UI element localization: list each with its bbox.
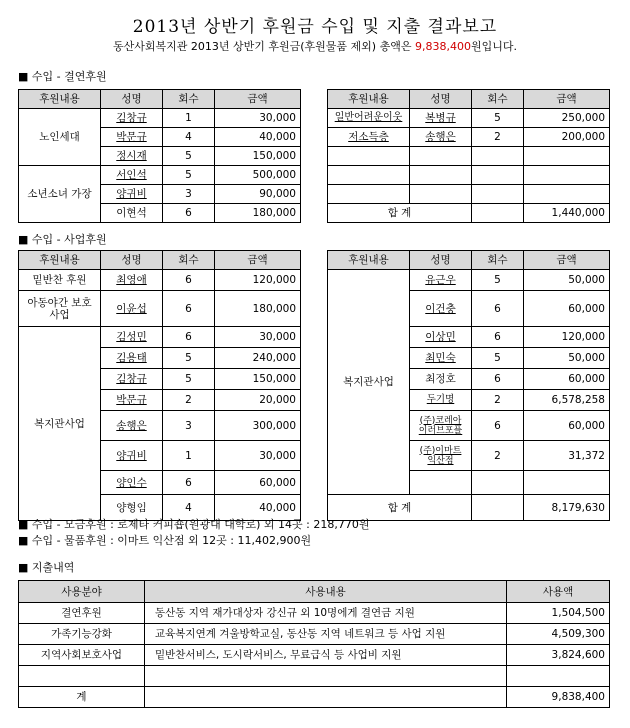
table-row [19, 645, 610, 666]
donor-name: 김성민 [101, 327, 163, 348]
expenditure-table [18, 580, 610, 708]
usage-content: 동산동 지역 재가대상자 강신규 외 10명에게 결연금 지원 [145, 603, 507, 624]
col-header-name: 성명 [410, 251, 472, 270]
table-row [328, 128, 610, 147]
donation-count: 2 [472, 128, 524, 147]
empty-row [328, 147, 610, 166]
col-header-content: 사용내용 [145, 581, 507, 603]
total-amount: 8,179,630 [524, 495, 610, 521]
col-header-type: 후원내용 [19, 90, 101, 109]
note-fundraising: ■ 수입 - 모금후원 : 로제타 커피숍(원광대 대학로) 외 14곳 : 218,770원 [18, 518, 370, 531]
donor-name: 최정호 [410, 369, 472, 390]
donation-amount: 300,000 [215, 411, 301, 441]
donor-name: 정시재 [101, 147, 163, 166]
donation-amount: 60,000 [524, 369, 610, 390]
donor-name: 두기명 [410, 390, 472, 411]
donation-count: 5 [163, 147, 215, 166]
donation-amount: 120,000 [524, 327, 610, 348]
donation-amount: 30,000 [215, 441, 301, 471]
donation-count: 2 [472, 441, 524, 471]
donation-amount: 60,000 [215, 471, 301, 495]
donation-count: 5 [472, 270, 524, 291]
donor-name: 양귀비 [101, 441, 163, 471]
sponsor-type: 아동야간 보호사업 [19, 291, 101, 327]
donation-amount: 150,000 [215, 147, 301, 166]
col-header-type: 후원내용 [328, 90, 410, 109]
sponsor-type: 저소득층 [328, 128, 410, 147]
donation-count: 6 [163, 204, 215, 223]
donation-amount: 250,000 [524, 109, 610, 128]
donor-name: 양형임 [101, 495, 163, 521]
group-label: 노인세대 [19, 109, 101, 166]
total-amount: 9,838,400 [507, 687, 610, 708]
table-row [19, 603, 610, 624]
donation-amount: 6,578,258 [524, 390, 610, 411]
col-header-count: 회수 [472, 251, 524, 270]
donation-count: 4 [163, 495, 215, 521]
donor-name: 복병규 [410, 109, 472, 128]
program-table-right [327, 250, 610, 521]
col-header-type: 후원내용 [19, 251, 101, 270]
donor-name: 최영애 [101, 270, 163, 291]
usage-field: 지역사회보호사업 [19, 645, 145, 666]
col-header-name: 성명 [101, 251, 163, 270]
donation-count: 6 [472, 369, 524, 390]
col-header-amount: 금액 [524, 251, 610, 270]
donor-name: 이건충 [410, 291, 472, 327]
table-row [19, 624, 610, 645]
donation-amount: 30,000 [215, 109, 301, 128]
donor-name: 양인수 [101, 471, 163, 495]
subtitle-suffix: 원입니다. [470, 40, 517, 53]
donation-count: 6 [163, 327, 215, 348]
usage-field: 결연후원 [19, 603, 145, 624]
donation-amount: 500,000 [215, 166, 301, 185]
donor-name: 양귀비 [101, 185, 163, 204]
group-label: 소년소녀 가장 [19, 166, 101, 223]
table-row [328, 270, 610, 291]
donor-name: 이현석 [101, 204, 163, 223]
col-header-count: 회수 [472, 90, 524, 109]
total-label: 계 [19, 687, 145, 708]
donation-count: 3 [163, 411, 215, 441]
total-label: 합 계 [328, 495, 472, 521]
donation-amount: 50,000 [524, 270, 610, 291]
donation-amount: 20,000 [215, 390, 301, 411]
program-table-left [18, 250, 301, 521]
col-header-type: 후원내용 [328, 251, 410, 270]
table-row [19, 270, 301, 291]
donor-name: 이상민 [410, 327, 472, 348]
note-goods: ■ 수입 - 물품후원 : 이마트 익산점 외 12곳 : 11,402,900원 [18, 534, 312, 547]
donation-count: 6 [472, 291, 524, 327]
donation-count: 5 [163, 166, 215, 185]
donation-count: 6 [163, 291, 215, 327]
empty-row [328, 185, 610, 204]
usage-content: 밑반찬서비스, 도시락서비스, 무료급식 등 사업비 지원 [145, 645, 507, 666]
subtitle-text: 동산사회복지관 2013년 상반기 후원금(후원물품 제외) 총액은 [113, 40, 412, 53]
donation-amount: 40,000 [215, 128, 301, 147]
donation-count: 2 [163, 390, 215, 411]
donor-name: (주)이마트 익산점 [410, 441, 472, 471]
donation-amount: 180,000 [215, 291, 301, 327]
donor-name: (주)코레아 이러브포플 [410, 411, 472, 441]
donation-count: 5 [472, 109, 524, 128]
total-amount: 1,440,000 [524, 204, 610, 223]
group-label: 복지관사업 [19, 327, 101, 521]
donation-amount: 50,000 [524, 348, 610, 369]
col-header-amount: 금액 [215, 251, 301, 270]
donation-amount: 31,372 [524, 441, 610, 471]
col-header-name: 성명 [101, 90, 163, 109]
donor-name: 유근우 [410, 270, 472, 291]
subtitle-amount: 9,838,400 [414, 40, 471, 53]
donation-count: 6 [163, 471, 215, 495]
donor-name: 김용태 [101, 348, 163, 369]
page-title: 2013년 상반기 후원금 수입 및 지출 결과보고 [132, 17, 498, 37]
donor-name: 송행은 [410, 128, 472, 147]
donation-count: 5 [163, 348, 215, 369]
donation-count: 5 [472, 348, 524, 369]
col-header-field: 사용분야 [19, 581, 145, 603]
col-header-amount: 금액 [215, 90, 301, 109]
donation-amount: 150,000 [215, 369, 301, 390]
col-header-count: 회수 [163, 90, 215, 109]
donation-amount: 120,000 [215, 270, 301, 291]
usage-field: 가족기능강화 [19, 624, 145, 645]
total-row [19, 687, 610, 708]
donor-name: 서인석 [101, 166, 163, 185]
donor-name: 박문규 [101, 128, 163, 147]
sponsorship-table-left [18, 89, 301, 223]
col-header-name: 성명 [410, 90, 472, 109]
table-row [19, 291, 301, 327]
donation-count: 5 [163, 369, 215, 390]
donation-count: 6 [163, 270, 215, 291]
donation-count: 3 [163, 185, 215, 204]
total-row [328, 204, 610, 223]
donation-count: 2 [472, 390, 524, 411]
donation-amount: 60,000 [524, 411, 610, 441]
table-row [19, 166, 301, 185]
sponsor-type: 밑반찬 후원 [19, 270, 101, 291]
donation-amount: 30,000 [215, 327, 301, 348]
sponsorship-table-right [327, 89, 610, 223]
donor-name: 김창규 [101, 109, 163, 128]
col-header-usage-amount: 사용액 [507, 581, 610, 603]
donation-amount: 60,000 [524, 291, 610, 327]
col-header-amount: 금액 [524, 90, 610, 109]
donation-count: 1 [163, 441, 215, 471]
donation-count: 6 [472, 411, 524, 441]
sponsor-type: 일반어려운이웃 [328, 109, 410, 128]
empty-row [19, 666, 610, 687]
donation-amount: 180,000 [215, 204, 301, 223]
donor-name: 송행은 [101, 411, 163, 441]
section-heading-expenditure: ■ 지출내역 [18, 561, 75, 574]
donation-count: 6 [472, 327, 524, 348]
donation-count: 1 [163, 109, 215, 128]
donor-name: 김창규 [101, 369, 163, 390]
table-row [19, 327, 301, 348]
usage-amount: 3,824,600 [507, 645, 610, 666]
donation-count: 4 [163, 128, 215, 147]
total-label: 합 계 [328, 204, 472, 223]
donor-name: 최민숙 [410, 348, 472, 369]
page-subtitle [0, 38, 630, 54]
col-header-count: 회수 [163, 251, 215, 270]
donation-amount: 90,000 [215, 185, 301, 204]
table-row [19, 109, 301, 128]
usage-amount: 4,509,300 [507, 624, 610, 645]
usage-amount: 1,504,500 [507, 603, 610, 624]
donation-amount: 200,000 [524, 128, 610, 147]
donor-name: 이윤섭 [101, 291, 163, 327]
total-row [328, 495, 610, 521]
table-row [328, 109, 610, 128]
donation-amount: 40,000 [215, 495, 301, 521]
group-label: 복지관사업 [328, 270, 410, 495]
empty-row [328, 166, 610, 185]
usage-content: 교육복지연계 겨울방학교실, 동산동 지역 네트워크 등 사업 지원 [145, 624, 507, 645]
donor-name: 박문규 [101, 390, 163, 411]
section-heading-sponsorship: ■ 수입 - 결연후원 [18, 70, 107, 83]
section-heading-program: ■ 수입 - 사업후원 [18, 233, 107, 246]
donation-amount: 240,000 [215, 348, 301, 369]
